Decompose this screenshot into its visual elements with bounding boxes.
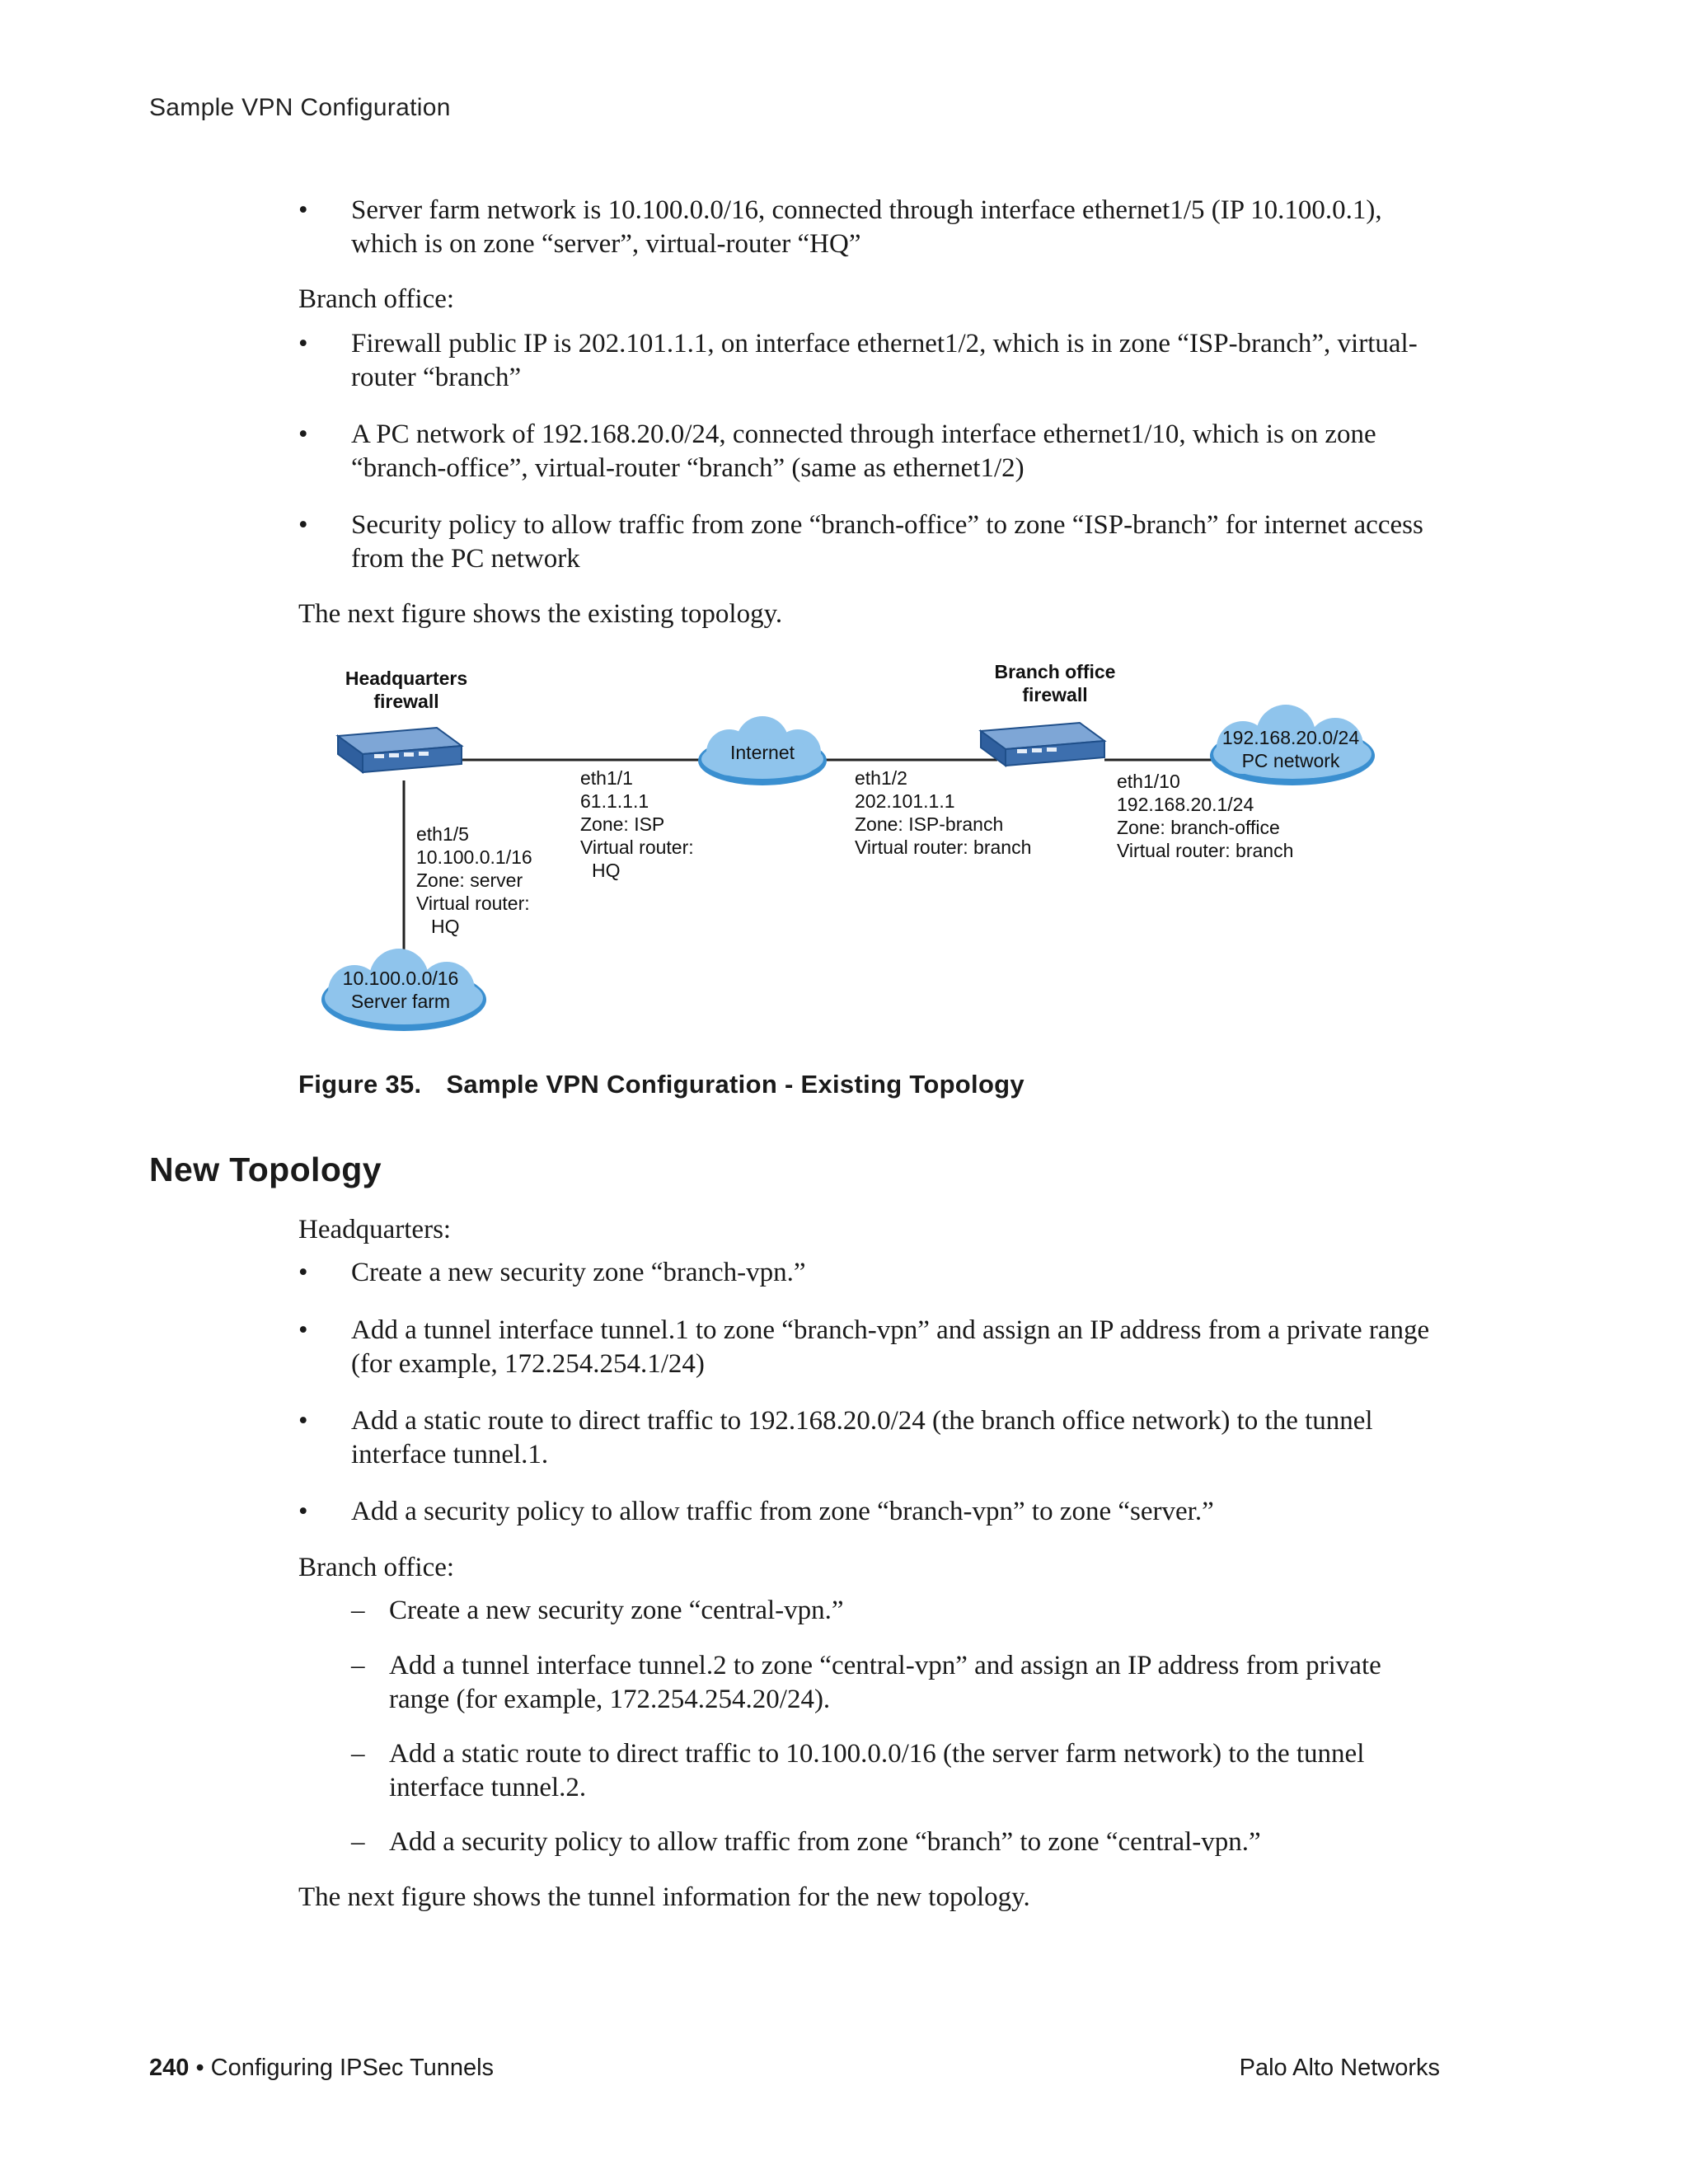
eth1-5-line: Zone: server	[416, 869, 523, 891]
footer-chapter: Configuring IPSec Tunnels	[210, 2055, 495, 2081]
eth1-1-line: eth1/1	[580, 767, 633, 789]
bullet-mark: •	[298, 329, 308, 359]
list-item-line: Create a new security zone “central-vpn.”	[389, 1596, 844, 1625]
list-item-line: (for example, 172.254.254.1/24)	[351, 1349, 705, 1379]
eth1-1-line: Virtual router:	[580, 837, 694, 858]
bullet-mark: •	[298, 1497, 308, 1526]
eth1-2-labels	[855, 767, 1031, 858]
bullet-mark: •	[298, 1406, 308, 1436]
hq-firewall-icon	[338, 728, 462, 772]
pc-network-ip: 192.168.20.0/24	[1221, 727, 1360, 748]
server-farm-cloud-icon	[321, 949, 486, 1031]
eth1-5-line: 10.100.0.1/16	[416, 846, 532, 868]
footer-separator: •	[195, 2055, 204, 2081]
list-item-line: interface tunnel.1.	[351, 1440, 549, 1469]
footer-left	[149, 2055, 494, 2082]
list-item-line: Firewall public IP is 202.101.1.1, on interface ethernet1/2, which is in zone “ISP-branch”, virtual-	[351, 329, 1418, 359]
internet-label: Internet	[730, 742, 795, 763]
list-item-line: which is on zone “server”, virtual-router “HQ”	[351, 229, 861, 259]
dash-mark: –	[351, 1827, 365, 1857]
eth1-1-labels	[580, 767, 694, 881]
eth1-2-line: Virtual router: branch	[855, 837, 1032, 858]
hq-firewall-title-line1: Headquarters	[345, 668, 468, 689]
eth1-1-line: 61.1.1.1	[580, 790, 649, 812]
new-topology-intro: The next figure shows the tunnel information for the new topology.	[298, 1882, 1030, 1912]
list-item-line: Add a security policy to allow traffic from zone “branch-vpn” to zone “server.”	[351, 1497, 1214, 1526]
list-item-line: Add a tunnel interface tunnel.1 to zone “branch-vpn” and assign an IP address from a private range	[351, 1315, 1430, 1345]
bullet-mark: •	[298, 1315, 308, 1345]
eth1-5-line: HQ	[431, 916, 460, 937]
eth1-10-line: Virtual router: branch	[1117, 840, 1294, 861]
list-item-line: Create a new security zone “branch-vpn.”	[351, 1258, 806, 1287]
list-item-line: “branch-office”, virtual-router “branch” (same as ethernet1/2)	[351, 453, 1025, 483]
figure-title: Sample VPN Configuration - Existing Topology	[446, 1070, 1025, 1099]
eth1-10-labels	[1117, 771, 1293, 861]
pc-network-label: PC network	[1241, 750, 1340, 771]
eth1-10-line: Zone: branch-office	[1117, 817, 1280, 838]
eth1-2-line: Zone: ISP-branch	[855, 813, 1004, 835]
topology-diagram	[313, 655, 1385, 1051]
list-item-line: A PC network of 192.168.20.0/24, connected through interface ethernet1/10, which is on zone	[351, 419, 1376, 449]
eth1-10-line: eth1/10	[1117, 771, 1180, 792]
list-item-line: router “branch”	[351, 363, 522, 392]
list-item-line: from the PC network	[351, 544, 580, 574]
list-item-line: Add a security policy to allow traffic from zone “branch” to zone “central-vpn.”	[389, 1827, 1261, 1857]
dash-mark: –	[351, 1651, 365, 1680]
list-item-line: Add a tunnel interface tunnel.2 to zone “central-vpn” and assign an IP address from private	[389, 1651, 1381, 1680]
eth1-10-line: 192.168.20.1/24	[1117, 794, 1254, 815]
figure-number: Figure 35.	[298, 1070, 422, 1099]
dash-mark: –	[351, 1739, 365, 1769]
branch-office-intro-2: Branch office:	[298, 1553, 455, 1582]
page-number: 240	[149, 2055, 190, 2081]
eth1-5-line: eth1/5	[416, 823, 469, 845]
eth1-1-line: Zone: ISP	[580, 813, 665, 835]
branch-firewall-icon	[981, 723, 1104, 766]
headquarters-intro: Headquarters:	[298, 1215, 452, 1244]
eth1-1-line: HQ	[592, 860, 621, 881]
branch-firewall-title-line2: firewall	[1022, 684, 1088, 705]
dash-mark: –	[351, 1596, 365, 1625]
list-item-line: interface tunnel.2.	[389, 1773, 587, 1802]
bullet-mark: •	[298, 195, 308, 225]
eth1-2-line: 202.101.1.1	[855, 790, 955, 812]
figure-caption	[298, 1070, 1025, 1099]
list-item-line: Add a static route to direct traffic to 10.100.0.0/16 (the server farm network) to the tunnel	[389, 1739, 1365, 1769]
list-item-line: Add a static route to direct traffic to 192.168.20.0/24 (the branch office network) to the tunnel	[351, 1406, 1373, 1436]
footer-company: Palo Alto Networks	[1239, 2055, 1440, 2081]
bullet-mark: •	[298, 419, 308, 449]
bullet-mark: •	[298, 1258, 308, 1287]
server-farm-ip: 10.100.0.0/16	[342, 968, 459, 989]
list-item-line: Security policy to allow traffic from zone “branch-office” to zone “ISP-branch” for internet access	[351, 510, 1423, 540]
list-item-line: range (for example, 172.254.254.20/24).	[389, 1685, 831, 1714]
branch-office-intro: Branch office:	[298, 284, 455, 314]
eth1-5-line: Virtual router:	[416, 893, 530, 914]
existing-topology-intro: The next figure shows the existing topology.	[298, 599, 783, 629]
running-header: Sample VPN Configuration	[149, 94, 451, 121]
eth1-5-labels	[416, 823, 532, 937]
eth1-2-line: eth1/2	[855, 767, 907, 789]
branch-firewall-title-line1: Branch office	[994, 661, 1116, 682]
server-farm-label: Server farm	[350, 991, 451, 1012]
list-item-line: Server farm network is 10.100.0.0/16, connected through interface ethernet1/5 (IP 10.100.0.1),	[351, 195, 1382, 225]
hq-firewall-title-line2: firewall	[373, 691, 439, 712]
section-heading: New Topology	[149, 1151, 382, 1188]
bullet-mark: •	[298, 510, 308, 540]
